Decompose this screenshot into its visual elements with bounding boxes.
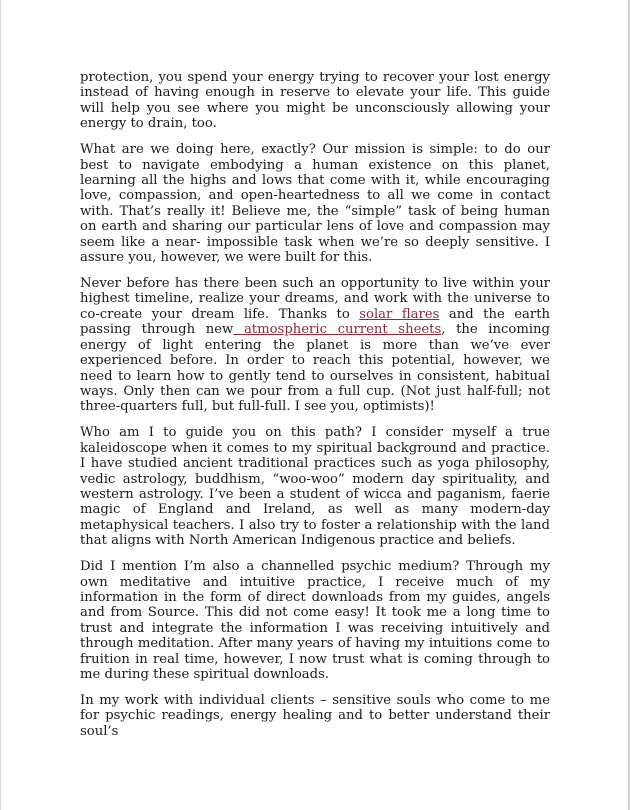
paragraph-3-text-end: , the incoming energy of light entering the planet is more than we’ve ever experienced before. In order to reach this potential, however, we need to learn how to gently tend to ourselves in consistent, habitual ways. Only then can we pour from a full cup. (Not just half-full; not three-quarters full, but full-full. I see you, optimists)! bbox=[80, 322, 550, 415]
paragraph-3 bbox=[80, 276, 550, 415]
solar-flares-link[interactable]: solar flares bbox=[359, 306, 440, 322]
paragraph-4: Who am I to guide you on this path? I consider myself a true kaleidoscope when it comes to my spiritual background and practice. I have studied ancient traditional practices such as yoga philosophy, vedic astrology, buddhism, “woo-woo” modern day spirituality, and western astrology. I’ve been a student of wicca and paganism, faerie magic of England and Ireland, as well as many modern-day metaphysical teachers. I also try to foster a relationship with the land that aligns with North American Indigenous practice and beliefs. bbox=[80, 425, 550, 549]
paragraph-1: protection, you spend your energy trying to recover your lost energy instead of having enough in reserve to elevate your life. This guide will help you see where you might be unconsciously allowing your energy to drain, too. bbox=[80, 70, 550, 132]
paragraph-2: What are we doing here, exactly? Our mission is simple: to do our best to navigate embodying a human existence on this planet, learning all the highs and lows that come with it, while encouraging love, compassion, and open-heartedness to all we come in contact with. That’s really it! Believe me, the “simple” task of being human on earth and sharing our particular lens of love and compassion may seem like a near- impossible task when we’re so deeply sensitive. I assure you, however, we were built for this. bbox=[80, 142, 550, 266]
paragraph-3-text-start: Never before has there been such an opportunity to live within your highest timeline, realize your dreams, and work with the universe to co-create your dream life. Thanks to bbox=[80, 276, 550, 322]
paragraph-3-text-middle: and the earth passing through new bbox=[80, 306, 551, 338]
paragraph-5: Did I mention I’m also a channelled psychic medium? Through my own meditative and intuitive practice, I receive much of my information in the form of direct downloads from my guides, angels and from Source. This did not come easy! It took me a long time to trust and integrate the information I was receiving intuitively and through meditation. After many years of having my intuitions come to fruition in real time, however, I now trust what is coming through to me during these spiritual downloads. bbox=[80, 559, 550, 682]
body-text bbox=[80, 70, 550, 750]
paragraph-6: In my work with individual clients – sensitive souls who come to me for psychic readings, energy healing and to better understand their soul’s bbox=[80, 693, 550, 739]
atmospheric-current-sheets-link[interactable]: atmospheric current sheets bbox=[233, 322, 442, 338]
